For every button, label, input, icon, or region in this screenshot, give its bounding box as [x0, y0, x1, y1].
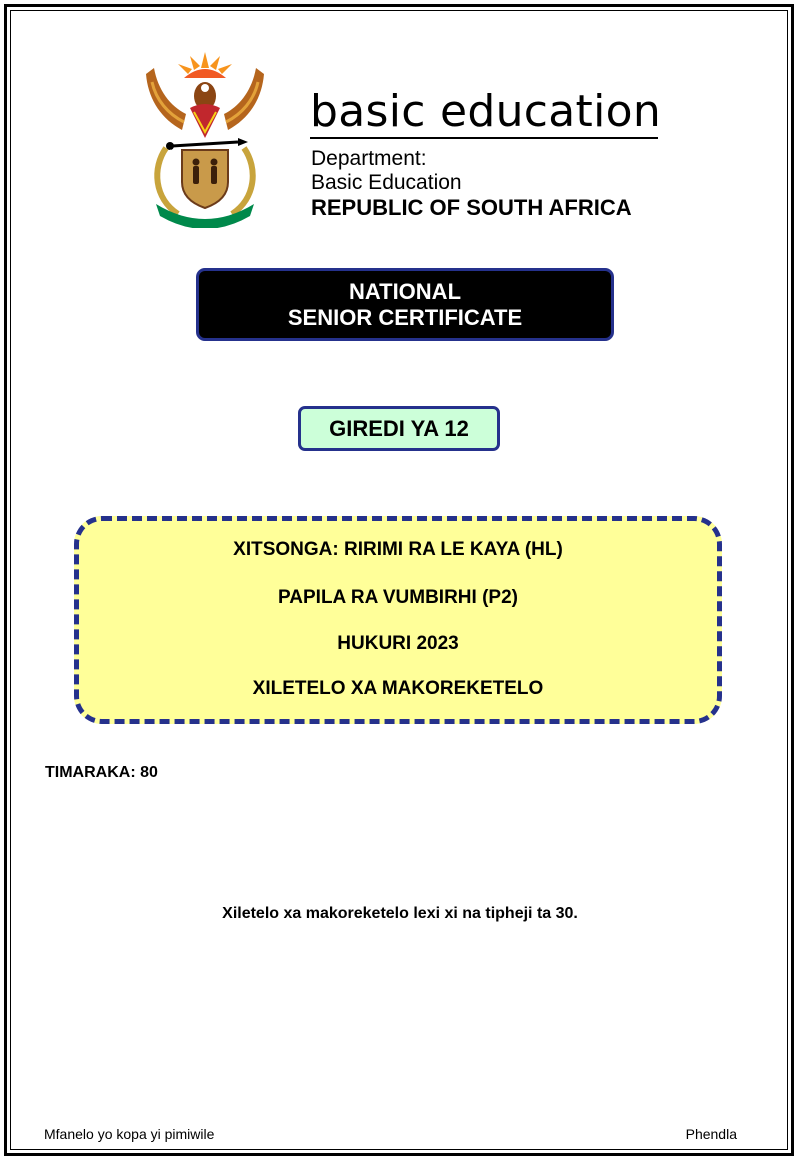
- certificate-line-2: SENIOR CERTIFICATE: [287, 304, 523, 330]
- brand-title: basic education: [310, 86, 662, 137]
- department-label: Department:: [311, 147, 427, 170]
- paper-title: PAPILA RA VUMBIRHI (P2): [278, 587, 518, 608]
- total-marks: TIMARAKA: 80: [45, 764, 158, 781]
- copyright-notice: Mfanelo yo kopa yi pimiwile: [44, 1126, 215, 1142]
- turn-over-label: Phendla: [685, 1126, 737, 1142]
- coat-of-arms-logo: [138, 38, 272, 228]
- document-type: XILETELO XA MAKOREKETELO: [252, 678, 544, 699]
- subject-title: XITSONGA: RIRIMI RA LE KAYA (HL): [233, 539, 563, 560]
- exam-session: HUKURI 2023: [337, 633, 459, 654]
- certificate-line-1: NATIONAL: [348, 278, 462, 304]
- subject-panel: [74, 516, 722, 724]
- brand-underline: [310, 137, 658, 139]
- department-name: Basic Education: [311, 171, 462, 194]
- page-count-note: Xiletelo xa makoreketelo lexi xi na tipheji ta 30.: [222, 905, 578, 922]
- grade-badge: GIREDI YA 12: [298, 406, 500, 451]
- country-name: REPUBLIC OF SOUTH AFRICA: [311, 195, 632, 220]
- certificate-banner: [196, 268, 614, 341]
